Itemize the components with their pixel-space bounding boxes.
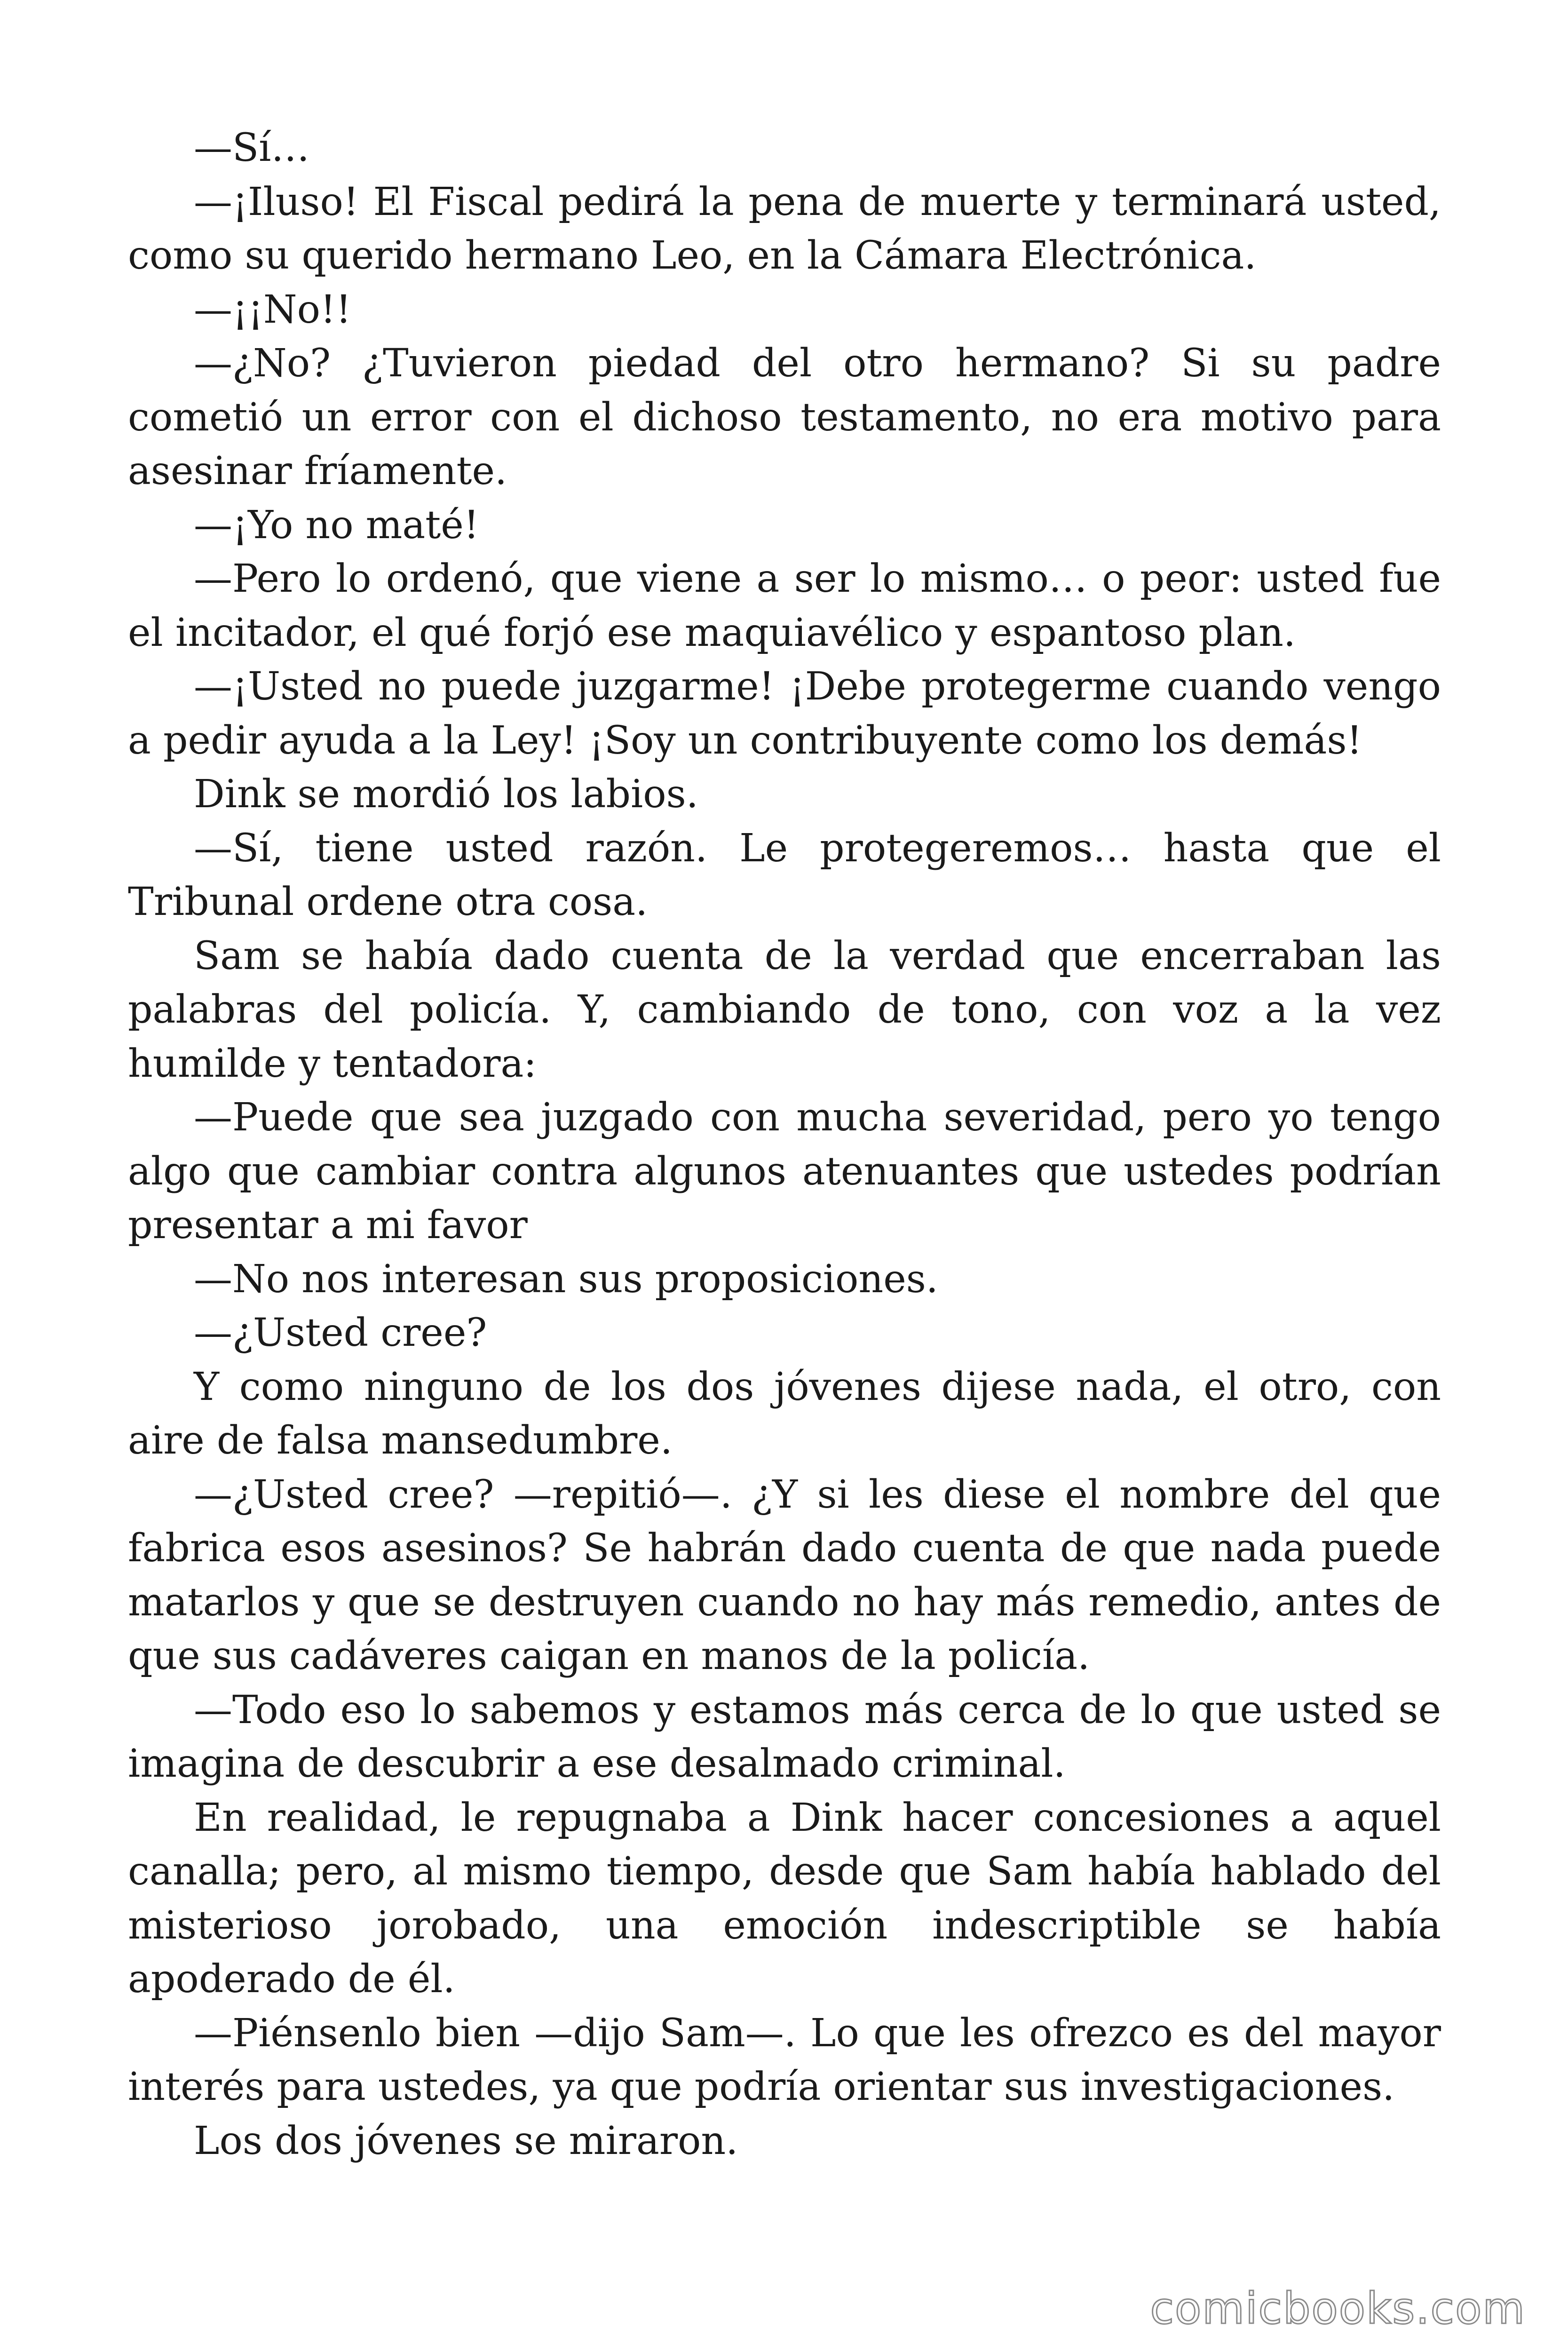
paragraph: —¡Yo no maté! xyxy=(194,502,479,548)
paragraph: —¡Iluso! El Fiscal pedirá la pena de muerte y terminará usted, como su querido hermano Leo, en la Cámara Electrónica. xyxy=(128,179,1441,278)
paragraph: —¿Usted cree? —repitió—. ¿Y si les diese el nombre del que fabrica esos asesinos? Se habrán dado cuenta de que nada puede matarlos y que se destruyen cuando no hay más remedio, antes de que sus cadáveres caigan en manos de la policía. xyxy=(128,1472,1441,1678)
paragraph: Los dos jóvenes se miraron. xyxy=(194,2118,738,2163)
paragraph: —¡¡No!! xyxy=(194,287,351,332)
paragraph: —Puede que sea juzgado con mucha severidad, pero yo tengo algo que cambiar contra algunos atenuantes que ustedes podrían presentar a mi favor xyxy=(128,1095,1441,1248)
paragraph: Y como ninguno de los dos jóvenes dijese nada, el otro, con aire de falsa mansedumbre. xyxy=(128,1364,1441,1463)
paragraph: —¡Usted no puede juzgarme! ¡Debe protegerme cuando vengo a pedir ayuda a la Ley! ¡Soy un contribuyente como los demás! xyxy=(128,664,1441,763)
paragraph: —Piénsenlo bien —dijo Sam—. Lo que les ofrezco es del mayor interés para ustedes, ya que podría orientar sus investigaciones. xyxy=(128,2010,1441,2109)
paragraph: —¿Usted cree? xyxy=(194,1311,487,1355)
page-body-text xyxy=(128,121,1441,2168)
paragraph: En realidad, le repugnaba a Dink hacer concesiones a aquel canalla; pero, al mismo tiempo, desde que Sam había hablado del misterioso jorobado, una emoción indescriptible se había apoderado de él. xyxy=(128,1795,1441,2002)
paragraph: —Sí… xyxy=(194,126,310,170)
paragraph: Dink se mordió los labios. xyxy=(194,772,698,817)
paragraph: —Todo eso lo sabemos y estamos más cerca de lo que usted se imagina de descubrir a ese desalmado criminal. xyxy=(128,1687,1441,1786)
paragraph: —Sí, tiene usted razón. Le protegeremos… hasta que el Tribunal ordene otra cosa. xyxy=(128,826,1441,924)
paragraph: —No nos interesan sus proposiciones. xyxy=(194,1256,938,1302)
paragraph: —¿No? ¿Tuvieron piedad del otro hermano? Si su padre cometió un error con el dichoso testamento, no era motivo para asesinar fríamente. xyxy=(128,341,1441,493)
paragraph: Sam se había dado cuenta de la verdad que encerraban las palabras del policía. Y, cambiando de tono, con voz a la vez humilde y tentadora: xyxy=(128,933,1441,1086)
paragraph: —Pero lo ordenó, que viene a ser lo mismo… o peor: usted fue el incitador, el qué forjó ese maquiavélico y espantoso plan. xyxy=(128,556,1441,655)
watermark: comicbooks.com xyxy=(1150,2283,1526,2334)
